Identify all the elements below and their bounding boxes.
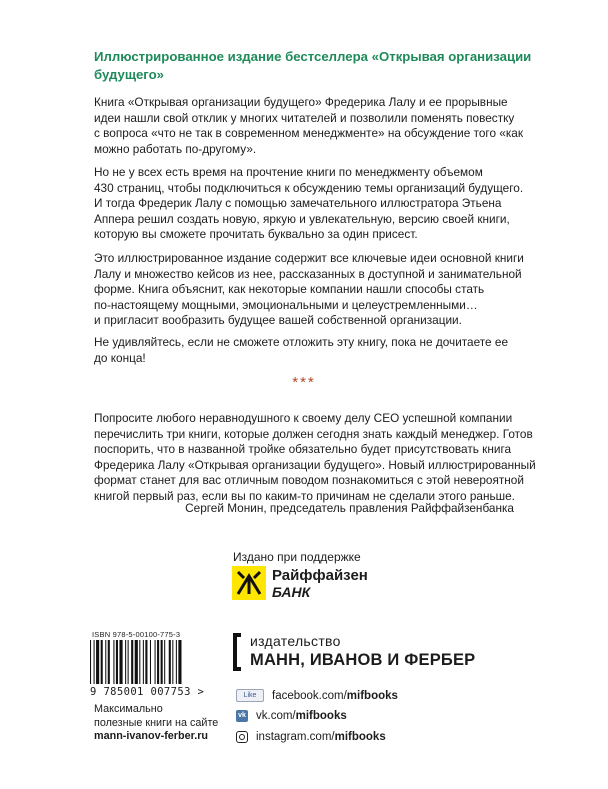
paragraph-line: И тогда Фредерик Лалу с помощью замечательного иллюстратора Этьена xyxy=(94,196,502,211)
instagram-icon xyxy=(236,731,248,743)
quote-line: перечислить три книги, которые должен сегодня знать каждый менеджер. Готов xyxy=(94,426,533,441)
social-prefix: instagram.com/ xyxy=(256,731,335,743)
paragraph-line: и пригласит вообразить будущее вашей собственной организации. xyxy=(94,313,462,328)
paragraph-line: Это иллюстрированное издание содержит все ключевые идеи основной книги xyxy=(94,251,524,265)
social-handle: mifbooks xyxy=(295,710,347,722)
quote-line: Попросите любого неравнодушного к своему делу CEO успешной компании xyxy=(94,411,513,425)
raiffeisen-logo xyxy=(232,566,368,602)
social-handle: mifbooks xyxy=(346,689,398,702)
social-handle: mifbooks xyxy=(334,731,386,743)
website-link[interactable]: mann-ivanov-ferber.ru xyxy=(94,730,208,742)
quote-signature: Сергей Монин, председатель правления Райффайзенбанка xyxy=(185,501,514,515)
paragraph-line: форме. Книга объяснит, как некоторые компании нашли способы стать xyxy=(94,282,485,297)
social-prefix: vk.com/ xyxy=(256,710,296,722)
paragraph-line: 430 страниц, чтобы подключиться к обсуждению темы организаций будущего. xyxy=(94,180,524,195)
paragraph-2 xyxy=(94,165,524,243)
paragraph-line: по-настоящему мощными, эмоциональными и целеустремленными… xyxy=(94,297,478,312)
quote-line: книгой первый раз, если вы по каким-то причинам не сделали этого раньше. xyxy=(94,488,515,503)
paragraph-line: которую вы сможете прочитать буквально за один присест. xyxy=(94,227,418,242)
paragraph-line: Аппера решил создать новую, яркую и увлекательную, версию своей книги, xyxy=(94,211,510,226)
paragraph-1 xyxy=(94,95,524,157)
publisher-label: издательство xyxy=(250,633,341,649)
support-label: Издано при поддержке xyxy=(233,550,361,564)
like-icon: Like xyxy=(236,689,264,702)
heading-line-1: Иллюстрированное издание бестселлера «Открывая организации xyxy=(94,49,532,64)
quote-line: Фредерика Лалу «Открывая организации будущего». Новый иллюстрированный xyxy=(94,457,536,472)
paragraph-line: с вопроса «что не так в современном менеджменте» на обсуждение того «как xyxy=(94,126,524,141)
social-prefix: facebook.com/ xyxy=(272,689,347,702)
book-heading xyxy=(94,48,534,84)
isbn-text: ISBN 978-5-00100-775-3 xyxy=(92,630,181,639)
paragraph-line: до конца! xyxy=(94,350,146,365)
endorsement-quote xyxy=(94,411,536,505)
raiffeisen-sub: БАНК xyxy=(272,584,311,600)
paragraph-line: Книга «Открывая организации будущего» Фредерика Лалу и ее прорывные xyxy=(94,95,508,109)
publisher-bracket-icon xyxy=(233,633,241,671)
barcode-bars xyxy=(86,640,212,686)
publisher-name: МАНН, ИВАНОВ И ФЕРБЕР xyxy=(250,651,476,669)
promo-line-1: Максимально xyxy=(94,703,163,715)
paragraph-line: можно работать по-другому». xyxy=(94,141,257,156)
social-instagram[interactable] xyxy=(236,731,386,743)
quote-line: поспорить, что в названной тройке обязательно будет присутствовать книга xyxy=(94,442,512,457)
social-vk[interactable] xyxy=(236,710,347,722)
quote-line: формат станет для вас отличным поводом познакомиться с этой невероятной xyxy=(94,473,524,488)
raiffeisen-name: Райффайзен xyxy=(272,567,368,584)
paragraph-line: идеи нашли свой отклик у многих читателей и позволили поменять повестку xyxy=(94,110,515,125)
social-facebook[interactable] xyxy=(236,689,398,702)
paragraph-line: Лалу и множество кейсов из нее, рассказанных в доступной и занимательной xyxy=(94,266,522,281)
raiffeisen-mark-icon xyxy=(232,566,266,600)
paragraph-4 xyxy=(94,335,524,366)
paragraph-3 xyxy=(94,251,524,329)
promo-line-2: полезные книги на сайте xyxy=(94,716,219,729)
paragraph-line: Но не у всех есть время на прочтение книги по менеджменту объемом xyxy=(94,165,483,179)
promo-text xyxy=(94,703,218,730)
section-separator: *** xyxy=(292,374,316,391)
paragraph-line: Не удивляйтесь, если не сможете отложить эту книгу, пока не дочитаете ее xyxy=(94,335,509,349)
heading-line-2: будущего» xyxy=(94,67,165,82)
barcode-digits: 9 785001 007753 > xyxy=(90,686,205,698)
vk-icon: vk xyxy=(236,710,248,722)
